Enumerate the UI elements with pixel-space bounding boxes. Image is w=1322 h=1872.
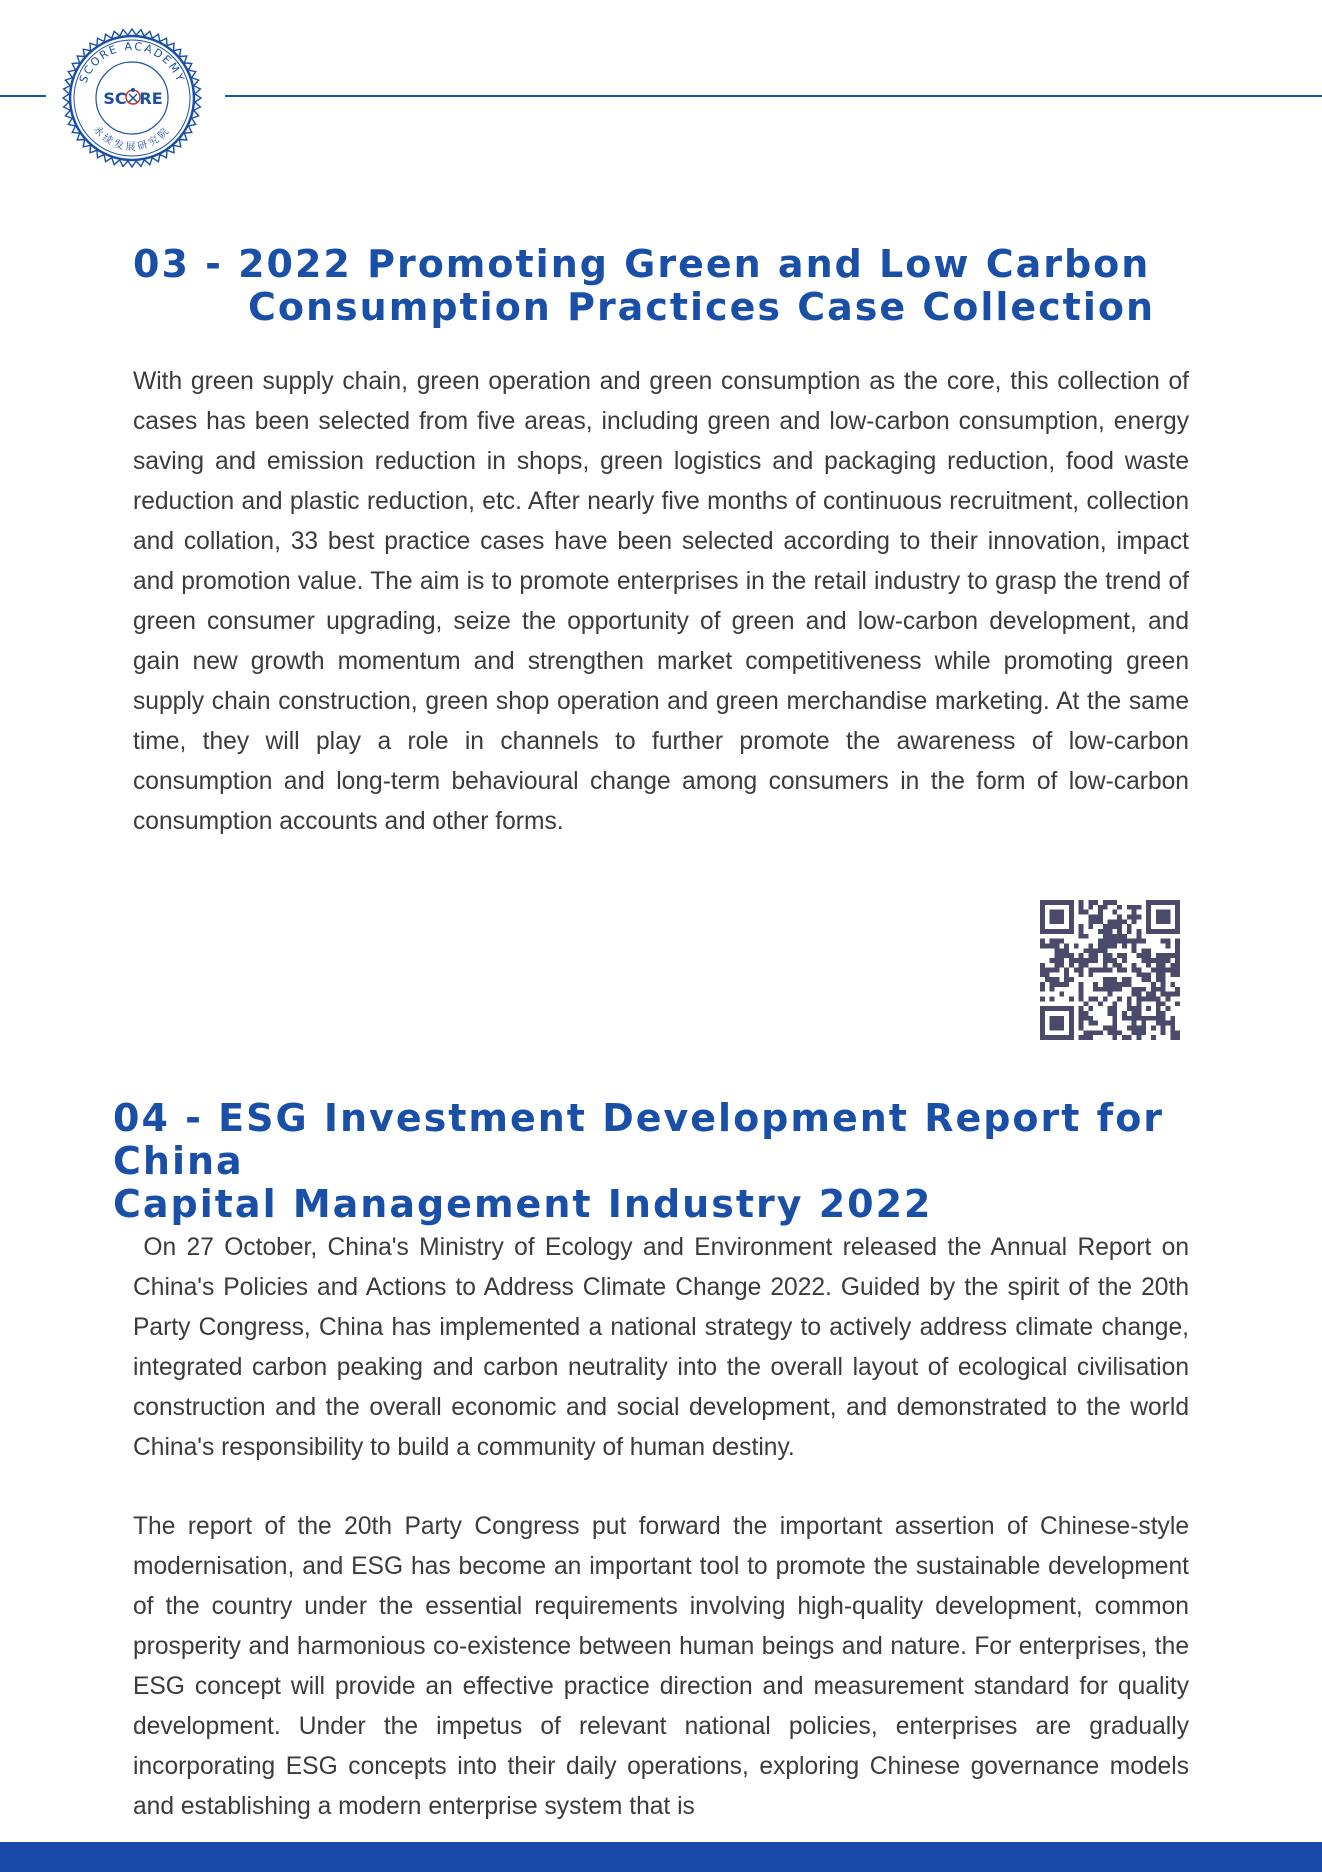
svg-text:SCORE ACADEMY: SCORE ACADEMY <box>76 39 188 85</box>
section-03-body: With green supply chain, green operation and green consumption as the core, this collection of cases has been selected from five areas, including green and low-carbon consumption, energy saving and emission reduction in shops, green logistics and packaging reduction, food waste reduction and plastic reduction, etc. After nearly five months of continuous recruitment, collection and collation, 33 best practice cases have been selected according to their innovation, impact and promotion value. The aim is to promote enterprises in the retail industry to grasp the trend of green consumer upgrading, seize the opportunity of green and low-carbon development, and gain new growth momentum and strengthen market competitiveness while promoting green supply chain construction, green shop operation and green merchandise marketing. At the same time, they will play a role in channels to further promote the awareness of low-carbon consumption and long-term behavioural change among consumers in the form of low-carbon consumption accounts and other forms. <box>133 368 1189 835</box>
svg-text:SC: SC <box>103 89 127 108</box>
section-04-body-paragraph-1: On 27 October, China's Ministry of Ecology and Environment released the Annual Report on China's Policies and Actions to Address Climate Change 2022. Guided by the spirit of the 20th Party Congress, China has implemented a national strategy to actively address climate change, integrated carbon peaking and carbon neutrality into the overall layout of ecological civilisation construction and the overall economic and social development, and demonstrated to the world China's responsibility to build a community of human destiny. <box>133 1234 1196 1461</box>
section-04-heading-line1: 04 - ESG Investment Development Report for China <box>113 1096 1165 1183</box>
footer-bar <box>0 1842 1322 1872</box>
score-academy-logo <box>62 28 202 168</box>
svg-text:永续发展研究院: 永续发展研究院 <box>90 124 174 153</box>
section-04-heading-line2: Capital Management Industry 2022 <box>113 1182 933 1226</box>
section-03-heading-line1: 03 - 2022 Promoting Green and Low Carbon <box>133 242 1151 286</box>
section-03-heading <box>133 243 1193 329</box>
qr-code-icon <box>1040 900 1180 1040</box>
section-04-heading <box>113 1097 1195 1226</box>
header-rule-right <box>225 95 1322 97</box>
section-03-heading-line2: Consumption Practices Case Collection <box>248 285 1156 329</box>
svg-text:RE: RE <box>139 89 163 108</box>
section-04-body-paragraph-2: The report of the 20th Party Congress put forward the important assertion of Chinese-style modernisation, and ESG has become an important tool to promote the sustainable development of the country under the essential requirements involving high-quality development, common prosperity and harmonious co-existence between human beings and nature. For enterprises, the ESG concept will provide an effective practice direction and measurement standard for quality development. Under the impetus of relevant national policies, enterprises are gradually incorporating ESG concepts into their daily operations, exploring Chinese governance models and establishing a modern enterprise system that is <box>133 1513 1189 1820</box>
header-rule-left <box>0 95 46 97</box>
